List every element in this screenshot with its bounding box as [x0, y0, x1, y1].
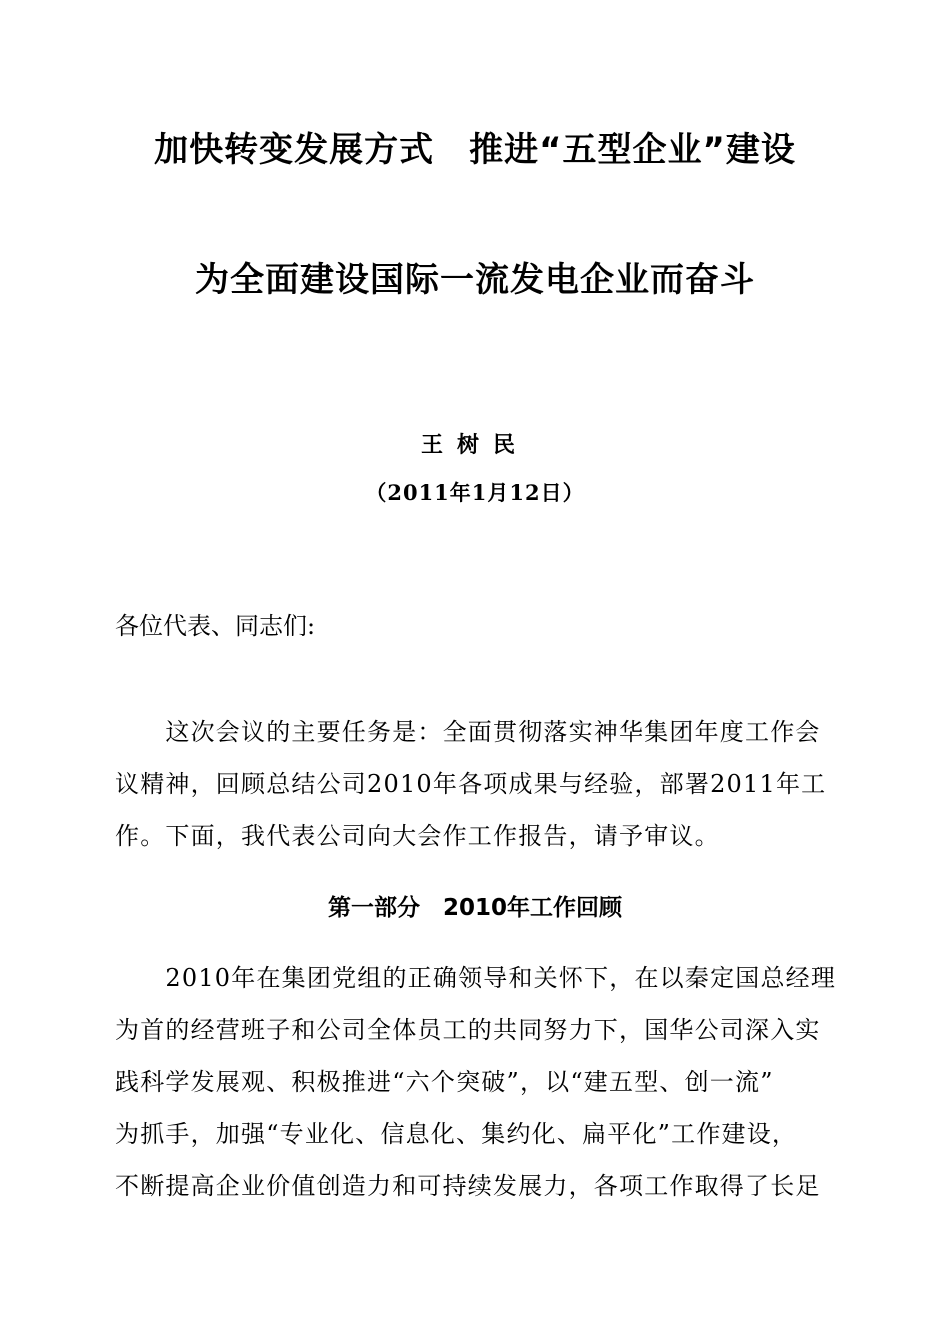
section-heading: 第一部分 2010年工作回顾 [327, 895, 622, 921]
author-name: 王树民 [420, 432, 529, 458]
intro-paragraph [115, 706, 843, 862]
salutation: 各位代表、同志们: [115, 612, 316, 640]
paragraph-line: 2010年在集团党组的正确领导和关怀下，在以秦定国总经理 [115, 964, 837, 992]
paragraph-line: 为抓手，加强“专业化、信息化、集约化、扁平化”工作建设， [115, 1120, 798, 1148]
paragraph-line: 议精神，回顾总结公司2010年各项成果与经验，部署2011年工 [115, 770, 827, 798]
paragraph-line: 不断提高企业价值创造力和可持续发展力，各项工作取得了长足 [115, 1172, 821, 1200]
document-title-line-1: 加快转变发展方式 推进“五型企业”建设 [154, 130, 796, 170]
report-date: （2011年1月12日） [365, 480, 585, 505]
paragraph-line: 为首的经营班子和公司全体员工的共同努力下，国华公司深入实 [115, 1016, 821, 1044]
paragraph-line: 践科学发展观、积极推进“六个突破”，以“建五型、创一流” [115, 1068, 774, 1096]
paragraph-line: 作。下面，我代表公司向大会作工作报告，请予审议。 [115, 822, 720, 850]
document-title-line-2: 为全面建设国际一流发电企业而奋斗 [195, 260, 755, 300]
section-1-paragraph [115, 952, 843, 1212]
paragraph-line: 这次会议的主要任务是：全面贯彻落实神华集团年度工作会 [115, 718, 821, 746]
